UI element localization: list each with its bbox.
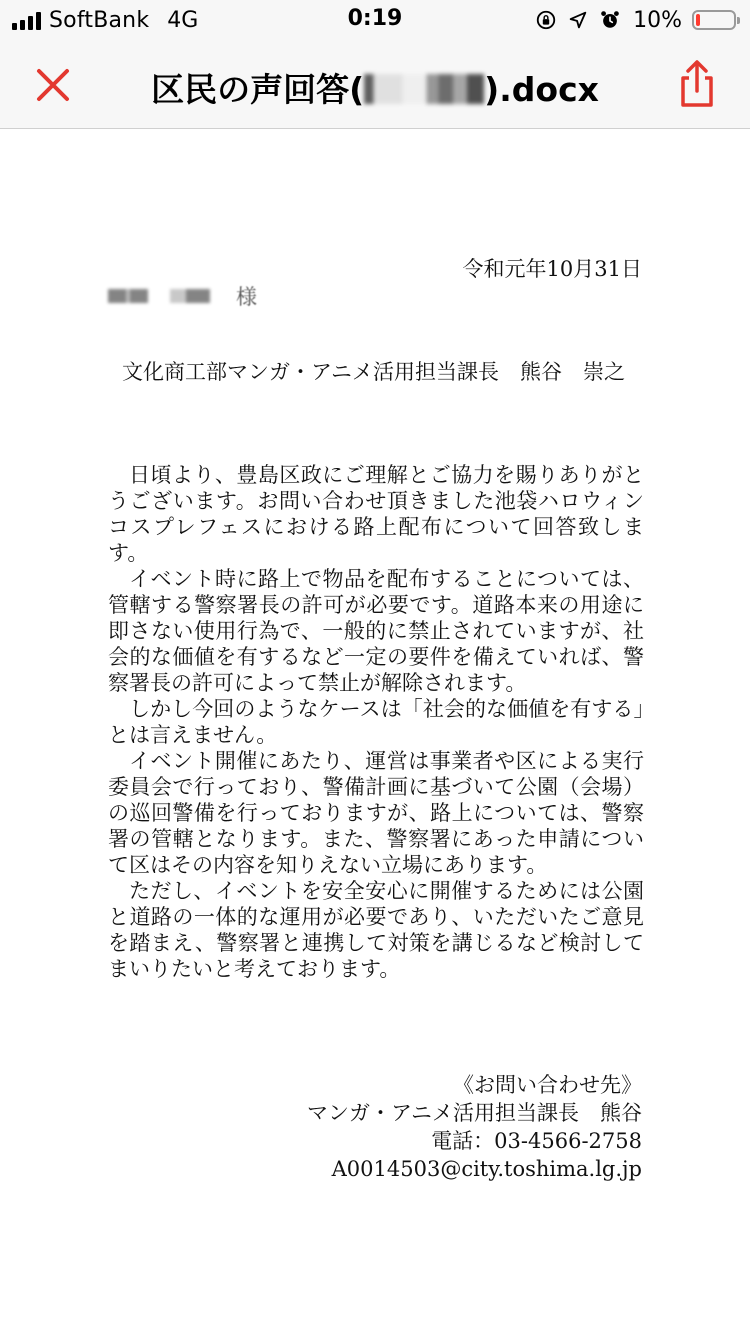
document-date: 令和元年10月31日 xyxy=(462,257,642,281)
contact-block xyxy=(307,1071,642,1183)
contact-person: マンガ・アニメ活用担当課長 熊谷 xyxy=(307,1101,642,1125)
body-paragraph: イベント開催にあたり、運営は事業者や区による実行委員会で行っており、警備計画に基づいて公園（会場）の巡回警備を行っておりますが、路上については、警察署の管轄となります。また、警察署にあった申請について区はその内容を知りえない立場にあります。 xyxy=(108,749,644,877)
close-icon xyxy=(30,62,76,108)
navigation-bar xyxy=(0,40,750,129)
alarm-icon xyxy=(599,9,621,31)
contact-phone: 電話：03-4566-2758 xyxy=(431,1129,642,1153)
title-suffix: ).docx xyxy=(484,70,599,109)
contact-heading: 《お問い合わせ先》 xyxy=(453,1073,642,1097)
recipient-honorific: 様 xyxy=(236,285,257,309)
location-arrow-icon xyxy=(567,9,589,31)
share-icon xyxy=(674,58,720,110)
contact-email: A0014503@city.toshima.lg.jp xyxy=(331,1157,642,1181)
battery-percent: 10% xyxy=(633,7,682,33)
letter-body xyxy=(108,462,644,982)
body-paragraph: しかし今回のようなケースは「社会的な価値を有する」とは言えません。 xyxy=(108,697,644,747)
redacted-given-name xyxy=(170,289,210,303)
sender-line: 文化商工部マンガ・アニメ活用担当課長 熊谷 崇之 xyxy=(122,360,625,384)
body-paragraph: ただし、イベントを安全安心に開催するためには公園と道路の一体的な運用が必要であり、いただいたご意見を踏まえ、警察署と連携して対策を講じるなど検討してまいりたいと考えております。 xyxy=(108,879,644,981)
battery-icon xyxy=(692,10,736,30)
close-button[interactable] xyxy=(30,62,76,108)
network-type: 4G xyxy=(167,7,199,33)
orientation-lock-icon xyxy=(535,9,557,31)
document-view[interactable] xyxy=(0,129,750,1334)
clock: 0:19 xyxy=(347,6,403,31)
redacted-surname xyxy=(108,289,148,303)
status-bar xyxy=(0,0,750,40)
title-prefix: 区民の声回答( xyxy=(151,70,365,109)
share-button[interactable] xyxy=(674,58,720,110)
document-title xyxy=(90,64,660,111)
carrier-name: SoftBank xyxy=(49,7,150,33)
recipient-line xyxy=(108,281,257,311)
body-paragraph: 日頃より、豊島区政にご理解とご協力を賜りありがとうございます。お問い合わせ頂きました池袋ハロウィンコスプレフェスにおける路上配布について回答致します。 xyxy=(108,463,644,565)
battery-level-fill xyxy=(696,14,700,26)
redacted-name xyxy=(364,74,484,104)
body-paragraph: イベント時に路上で物品を配布することについては、管轄する警察署長の許可が必要です。道路本来の用途に即さない使用行為で、一般的に禁止されていますが、社会的な価値を有するなど一定の要件を備えていれば、警察署長の許可によって禁止が解除されます。 xyxy=(108,567,644,695)
status-right xyxy=(535,6,736,34)
